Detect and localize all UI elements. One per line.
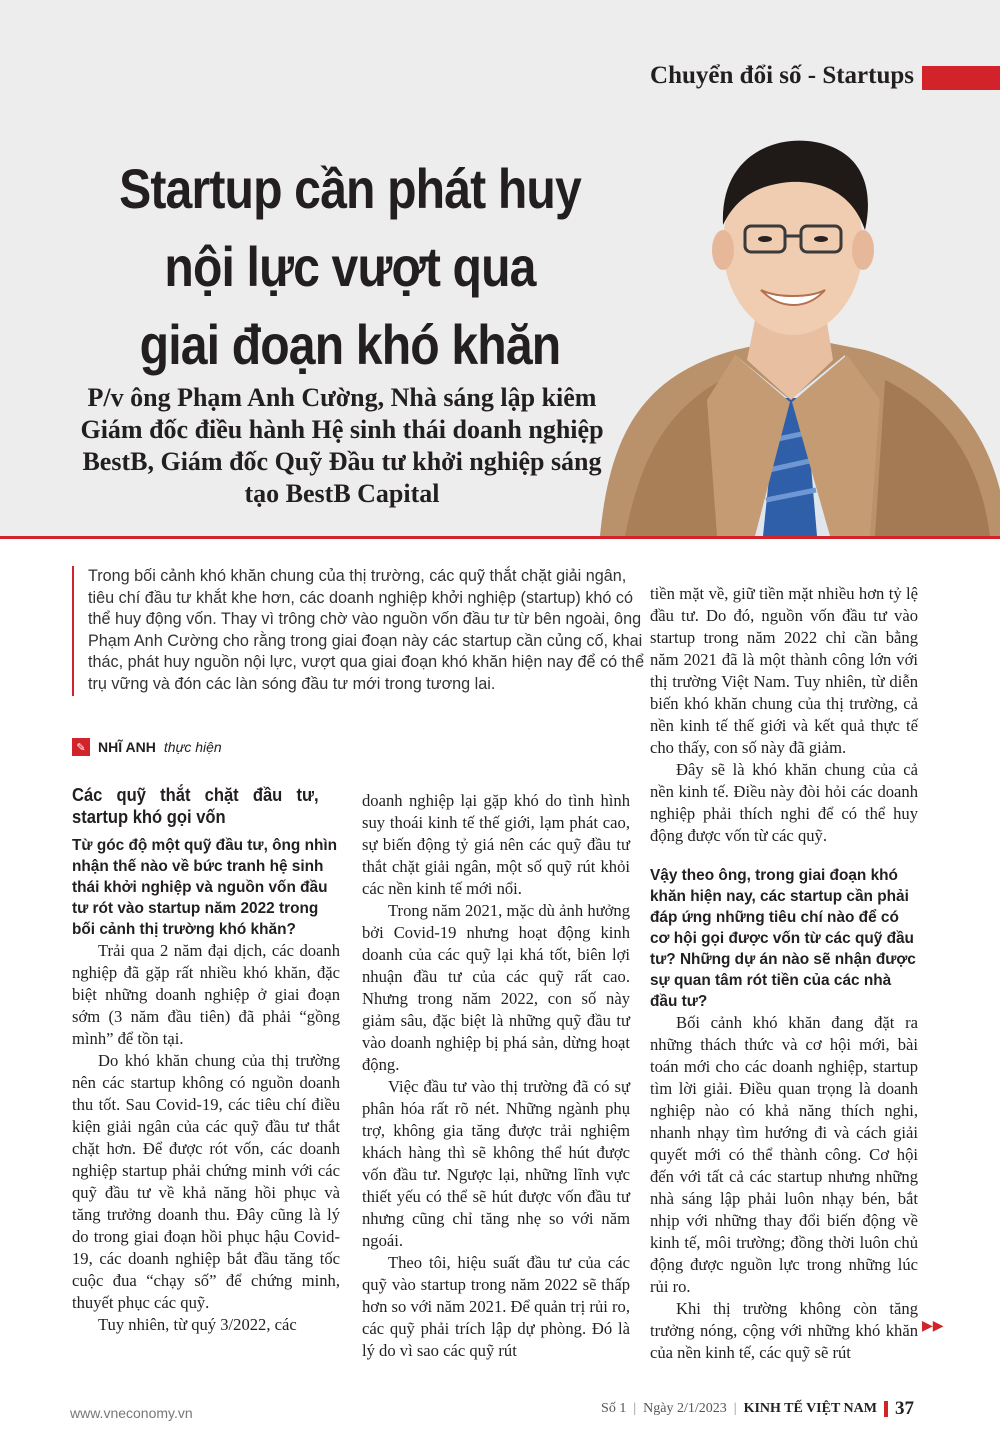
headline-line-1: Startup cần phát huy	[119, 157, 581, 220]
issue-number: Số 1	[601, 1401, 627, 1416]
paragraph: tiền mặt về, giữ tiền mặt nhiều hơn tỷ lệ đầu tư. Do đó, nguồn vốn đầu tư vào startup trong năm 2022 chỉ cần bằng năm 2021 đã là một thành công lớn với thị trường Việt Nam. Tuy nhiên, từ diễn biến khó khăn chung của thị trường, cả nền kinh tế thế giới và kết quả thực tế cho thấy, con số này đã giảm.	[650, 584, 918, 757]
magazine-name: KINH TẾ VIỆT NAM	[743, 1401, 877, 1416]
paragraph: Theo tôi, hiệu suất đầu tư của các quỹ vào startup trong năm 2022 sẽ thấp hơn so với năm 2021. Để quản trị rủi ro, các quỹ phải trích lập dự phòng. Đó là lý do vì sao các quỹ rút	[362, 1253, 630, 1360]
byline	[72, 738, 222, 756]
paragraph: Việc đầu tư vào thị trường đã có sự phân hóa rất rõ nét. Những ngành phụ trợ, không gia tăng được trải nghiệm khách hàng thì sẽ không thể hút được vốn đầu tư. Ngược lại, những lĩnh vực thiết yếu có thể sẽ hút được vốn đầu tư nhưng cũng chỉ tăng nhẹ so với năm ngoái.	[362, 1077, 630, 1250]
paragraph: Tuy nhiên, từ quý 3/2022, các	[98, 1315, 297, 1334]
spacer	[650, 847, 918, 865]
hero-section	[0, 0, 1000, 536]
column-1	[72, 784, 340, 1336]
separator: |	[633, 1401, 637, 1416]
issue-date: Ngày 2/1/2023	[643, 1401, 727, 1416]
author-name: NHĨ ANH	[98, 739, 156, 755]
footer-folio	[601, 1398, 914, 1420]
paragraph: Do khó khăn chung của thị trường nên các startup không có nguồn doanh thu tốt. Sau Covid-19, các tiêu chí điều kiện giải ngân của các quỹ đầu tư thắt chặt hơn. Để được rót vốn, các doanh nghiệp startup phải chứng minh với các quỹ đầu tư về khả năng hồi phục và tăng trưởng doanh thu. Đây cũng là lý do trong giai đoạn hồi phục hậu Covid-19, các doanh nghiệp bắt đầu tăng tốc cuộc đua “chạy số” để chứng minh, thuyết phục các quỹ.	[72, 1051, 340, 1312]
separator: |	[733, 1401, 737, 1416]
headline-line-3: giai đoạn khó khăn	[139, 313, 561, 376]
section-label: Chuyển đổi số - Startups	[650, 62, 914, 89]
paragraph: Khi thị trường không còn tăng trưởng nóng, cộng với những khó khăn của nền kinh tế, các quỹ sẽ rút	[650, 1299, 918, 1362]
author-role: thực hiện	[163, 739, 222, 755]
hero-bottom-rule	[0, 536, 1000, 539]
interviewee-standfirst: P/v ông Phạm Anh Cường, Nhà sáng lập kiêm Giám đốc điều hành Hệ sinh thái doanh nghiệp BestB, Giám đốc Quỹ Đầu tư khởi nghiệp sáng tạo BestB Capital	[80, 383, 604, 508]
paragraph: doanh nghiệp lại gặp khó do tình hình suy thoái kinh tế thế giới, lạm phát cao, sự biến động tỷ giá nên các quỹ đầu tư thắt chặt giải ngân, một số quỹ rút khỏi các nền kinh tế mới nổi.	[362, 791, 630, 898]
interview-question-2: Vậy theo ông, trong giai đoạn khó khăn hiện nay, các startup cần phải đáp ứng những tiêu chí nào để có cơ hội gọi được vốn từ các quỹ đầu tư? Những dự án nào sẽ nhận được sự quan tâm rót tiền của các nhà đầu tư?	[650, 867, 916, 1010]
paragraph: Bối cảnh khó khăn đang đặt ra những thách thức và cơ hội mới, bài toán mới cho các doanh nghiệp, startup tìm lời giải. Điều quan trọng là doanh nghiệp nào có khả năng thích nghi, nhanh nhạy tìm hướng đi và cách giải quyết mới có thể thành công. Cơ hội đến với tất cả các startup nhưng những nhà sáng lập phải luôn nhạy bén, bắt nhịp với những thay đổi biến động về kinh tế, môi trường; đồng thời luôn chủ động được nguồn lực trong những lúc rủi ro.	[650, 1013, 918, 1296]
paragraph: Đây sẽ là khó khăn chung của cả nền kinh tế. Điều này đòi hỏi các doanh nghiệp phải thích nghi để có thể huy động được vốn từ các quỹ.	[650, 760, 918, 845]
section-accent-bar	[922, 66, 1000, 90]
headline	[109, 150, 591, 384]
interviewee-portrait	[585, 110, 1000, 536]
column-2	[362, 790, 630, 1362]
column-3	[650, 583, 918, 1364]
footer-url: www.vneconomy.vn	[70, 1405, 193, 1421]
interview-question-1: Từ góc độ một quỹ đầu tư, ông nhìn nhận thế nào về bức tranh hệ sinh thái khởi nghiệp và nguồn vốn đầu tư rót vào startup năm 2022 trong bối cảnh thị trường khó khăn?	[72, 837, 338, 938]
page-number: 37	[895, 1398, 914, 1419]
double-arrow-right-icon: ▶▶	[922, 1318, 944, 1334]
section-subhead: Các quỹ thắt chặt đầu tư, startup khó gọi vốn	[72, 785, 319, 827]
paragraph: Trong năm 2021, mặc dù ảnh hưởng bởi Covid-19 nhưng hoạt động kinh doanh của các quỹ lại khá tốt, biên lợi nhuận đầu tư của các quỹ rất cao. Nhưng trong năm 2022, con số này giảm sâu, đặc biệt là những quỹ đầu tư vào doanh nghiệp bị phá sản, dừng hoạt động.	[362, 901, 630, 1074]
headline-line-2: nội lực vượt qua	[164, 235, 536, 298]
paragraph: Trải qua 2 năm đại dịch, các doanh nghiệp đã gặp rất nhiều khó khăn, đặc biệt những doanh nghiệp ở giai đoạn sớm (3 năm đầu tiên) đã phải “gồng mình” để tồn tại.	[72, 941, 340, 1048]
author-badge-icon: ✎	[72, 738, 90, 756]
lead-paragraph: Trong bối cảnh khó khăn chung của thị trường, các quỹ thắt chặt giải ngân, tiêu chí đầu tư khắt khe hơn, các doanh nghiệp khởi nghiệp (startup) khó có thể huy động vốn. Thay vì trông chờ vào nguồn vốn đầu tư từ bên ngoài, ông Phạm Anh Cường cho rằng trong giai đoạn này các startup cần củng cố, khai thác, phát huy nguồn nội lực, vượt qua giai đoạn khó khăn hiện nay để có thể trụ vững và đón các làn sóng đầu tư mới trong tương lai.	[72, 566, 648, 696]
page-accent-bar	[884, 1401, 888, 1417]
